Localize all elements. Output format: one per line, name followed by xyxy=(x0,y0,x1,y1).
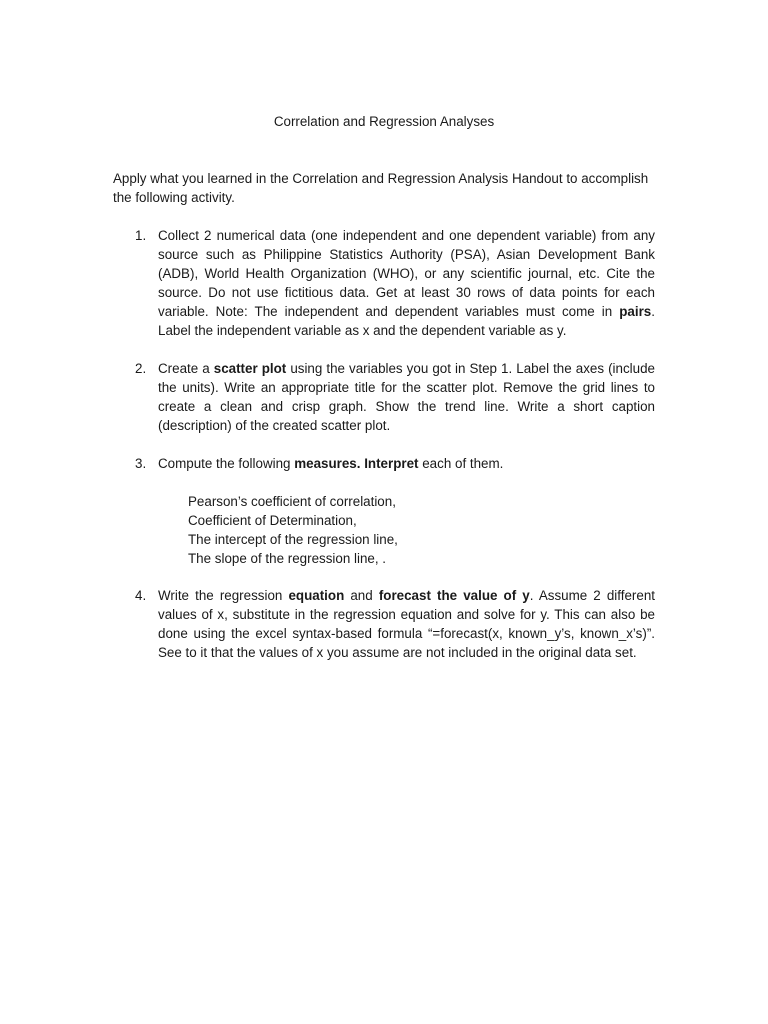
measure-item: Coefficient of Determination, xyxy=(188,513,357,529)
list-item xyxy=(113,586,655,662)
measures-list xyxy=(188,492,588,568)
list-item xyxy=(113,454,655,473)
list-item-number: 3. xyxy=(135,456,147,471)
measure-item: The slope of the regression line, . xyxy=(188,551,386,567)
list-item-text: Write the regression equation and forecast the value of y. Assume 2 different values of x, substitute in the regression equation and solve for y. This can also be done using the excel syntax-based formula “=forecast(x, known_y’s, known_x’s)”. See to it that the values of x you assume are not included in the original data set. xyxy=(158,588,656,661)
list-item-number: 4. xyxy=(135,588,147,603)
list-item-number: 2. xyxy=(135,361,147,376)
list-item xyxy=(113,359,655,435)
document-title: Correlation and Regression Analyses xyxy=(273,114,495,129)
measure-item: The intercept of the regression line, xyxy=(188,532,398,548)
list-item xyxy=(113,226,655,341)
list-item-number: 1. xyxy=(135,228,147,243)
list-item-text: Collect 2 numerical data (one independent and one dependent variable) from any source such as Philippine Statistics Authority (PSA), Asian Development Bank (ADB), World Health Organization (WHO), or any scientific journal, etc. Cite the source. Do not use fictitious data. Get at least 30 rows of data points for each variable. Note: The independent and dependent variables must come in pairs. Label the independent variable as x and the dependent variable as y. xyxy=(158,228,655,339)
list-item-text: Compute the following measures. Interpret each of them. xyxy=(158,456,504,471)
list-item-text: Create a scatter plot using the variables you got in Step 1. Label the axes (include the units). Write an appropriate title for the scatter plot. Remove the grid lines to create a clean and crisp graph. Show the trend line. Write a short caption (description) of the created scatter plot. xyxy=(158,361,655,434)
intro-paragraph: Apply what you learned in the Correlation and Regression Analysis Handout to accomplish the following activity. xyxy=(113,171,649,206)
measure-item: Pearson’s coefficient of correlation, xyxy=(188,494,396,509)
